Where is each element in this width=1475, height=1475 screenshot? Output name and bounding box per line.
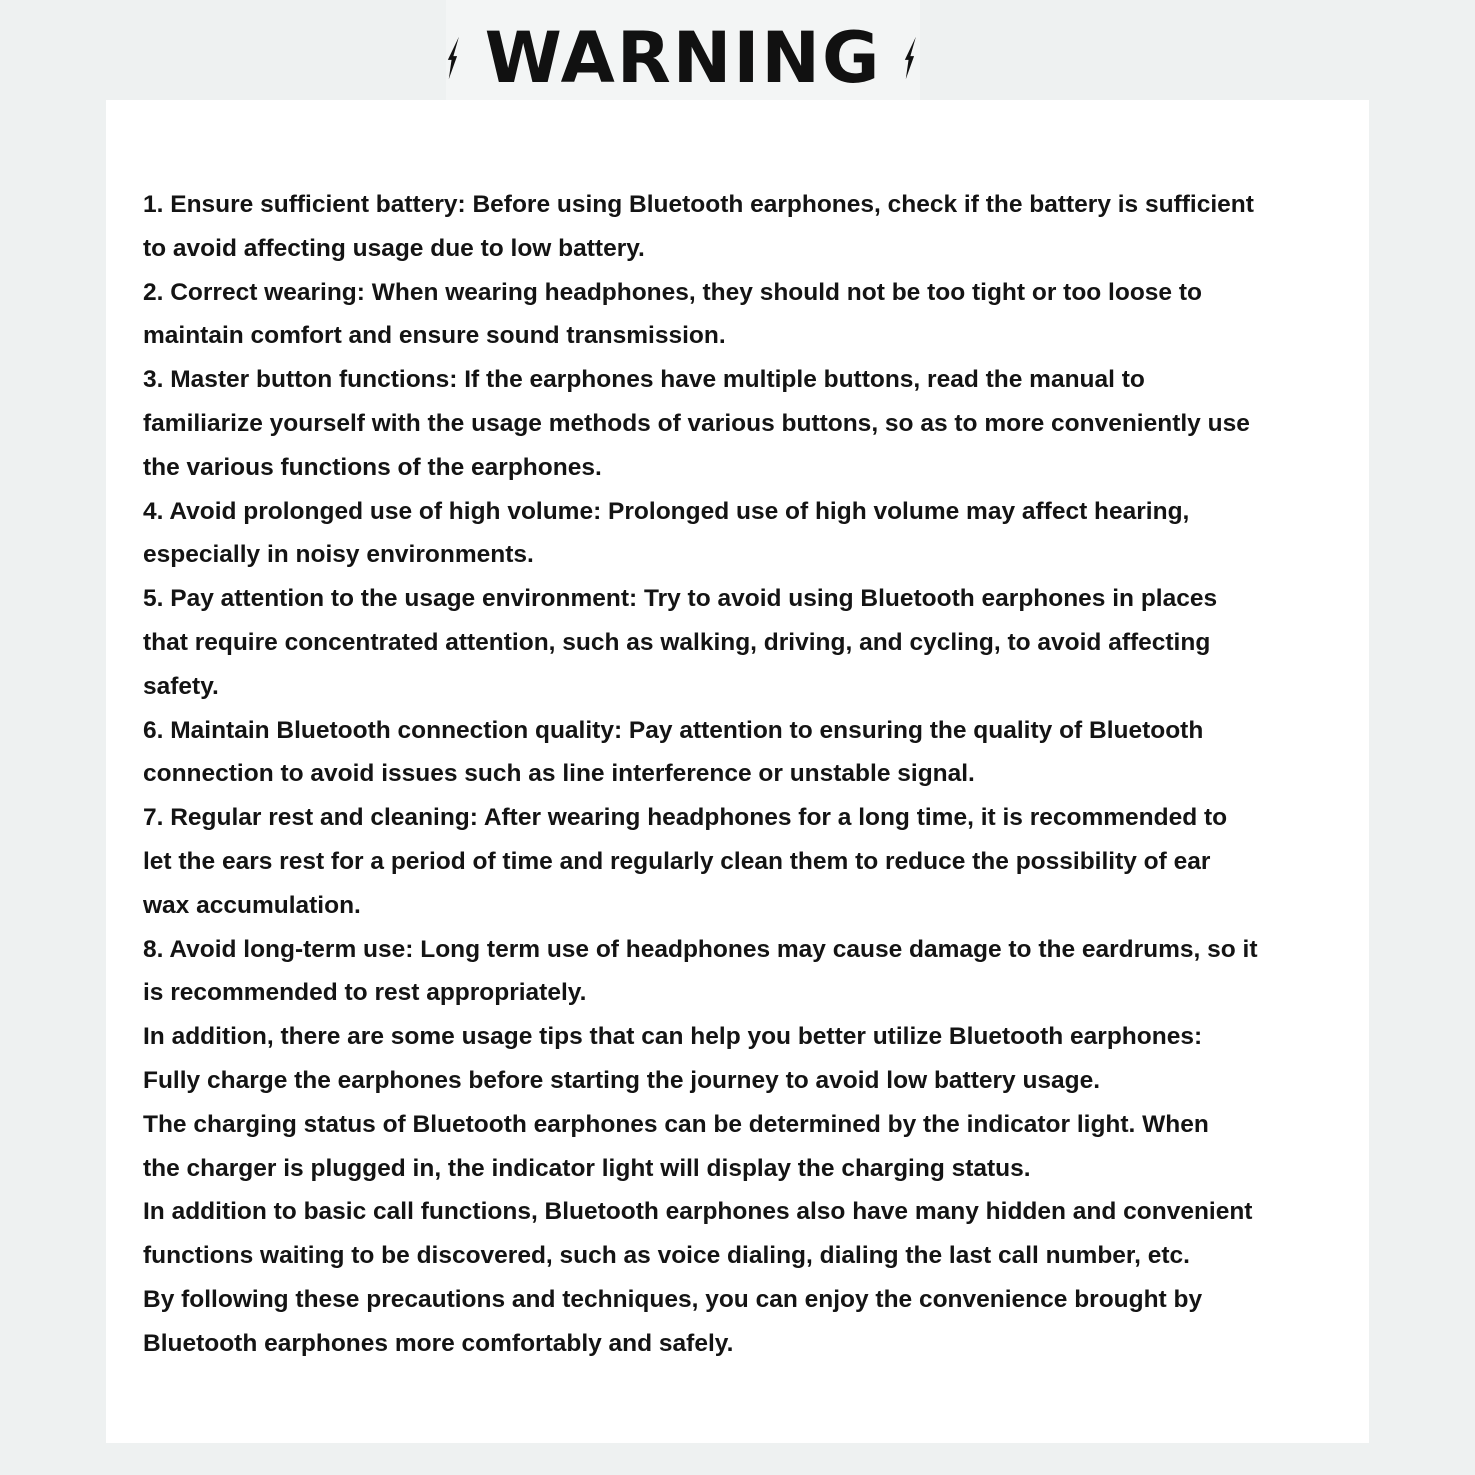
text-line: 3. Master button functions: If the earphones have multiple buttons, read the manual to bbox=[143, 366, 1145, 394]
text-line: 4. Avoid prolonged use of high volume: Prolonged use of high volume may affect hearing, bbox=[143, 497, 1190, 525]
text-line: the various functions of the earphones. bbox=[143, 453, 602, 481]
text-line: Fully charge the earphones before starting the journey to avoid low battery usage. bbox=[143, 1066, 1101, 1094]
warning-text-block bbox=[143, 183, 1293, 1366]
text-line: that require concentrated attention, such as walking, driving, and cycling, to avoid affecting bbox=[143, 628, 1211, 656]
text-line: especially in noisy environments. bbox=[143, 541, 534, 569]
text-line: is recommended to rest appropriately. bbox=[143, 979, 587, 1007]
text-line: the charger is plugged in, the indicator light will display the charging status. bbox=[143, 1154, 1031, 1182]
warning-header bbox=[446, 10, 920, 106]
text-line: connection to avoid issues such as line interference or unstable signal. bbox=[143, 760, 975, 788]
text-line: let the ears rest for a period of time and regularly clean them to reduce the possibility of ear bbox=[143, 847, 1211, 875]
text-line: wax accumulation. bbox=[143, 891, 361, 919]
text-line: In addition, there are some usage tips that can help you better utilize Bluetooth earphones: bbox=[143, 1023, 1203, 1051]
text-line: 1. Ensure sufficient battery: Before using Bluetooth earphones, check if the battery is sufficient bbox=[143, 191, 1254, 218]
text-line: 8. Avoid long-term use: Long term use of headphones may cause damage to the eardrums, so it bbox=[143, 935, 1258, 963]
text-line: The charging status of Bluetooth earphones can be determined by the indicator light. When bbox=[143, 1110, 1209, 1138]
text-line: maintain comfort and ensure sound transmission. bbox=[143, 322, 726, 350]
text-line: By following these precautions and techniques, you can enjoy the convenience brought by bbox=[143, 1285, 1203, 1313]
page-title: WARNING bbox=[484, 17, 882, 99]
text-line: 5. Pay attention to the usage environment: Try to avoid using Bluetooth earphones in places bbox=[143, 585, 1218, 613]
text-line: In addition to basic call functions, Bluetooth earphones also have many hidden and convenient bbox=[143, 1198, 1253, 1226]
lightning-bolt-icon bbox=[903, 10, 920, 106]
text-line: Bluetooth earphones more comfortably and safely. bbox=[143, 1329, 734, 1357]
text-line: to avoid affecting usage due to low battery. bbox=[143, 234, 645, 262]
text-line: safety. bbox=[143, 672, 219, 700]
text-line: 2. Correct wearing: When wearing headphones, they should not be too tight or too loose to bbox=[143, 278, 1202, 306]
text-line: 6. Maintain Bluetooth connection quality: Pay attention to ensuring the quality of Bluetooth bbox=[143, 716, 1204, 744]
text-line: 7. Regular rest and cleaning: After wearing headphones for a long time, it is recommended to bbox=[143, 804, 1228, 832]
text-line: familiarize yourself with the usage methods of various buttons, so as to more conveniently use bbox=[143, 409, 1250, 437]
text-line: functions waiting to be discovered, such as voice dialing, dialing the last call number, etc. bbox=[143, 1242, 1190, 1270]
lightning-bolt-icon bbox=[446, 10, 463, 106]
